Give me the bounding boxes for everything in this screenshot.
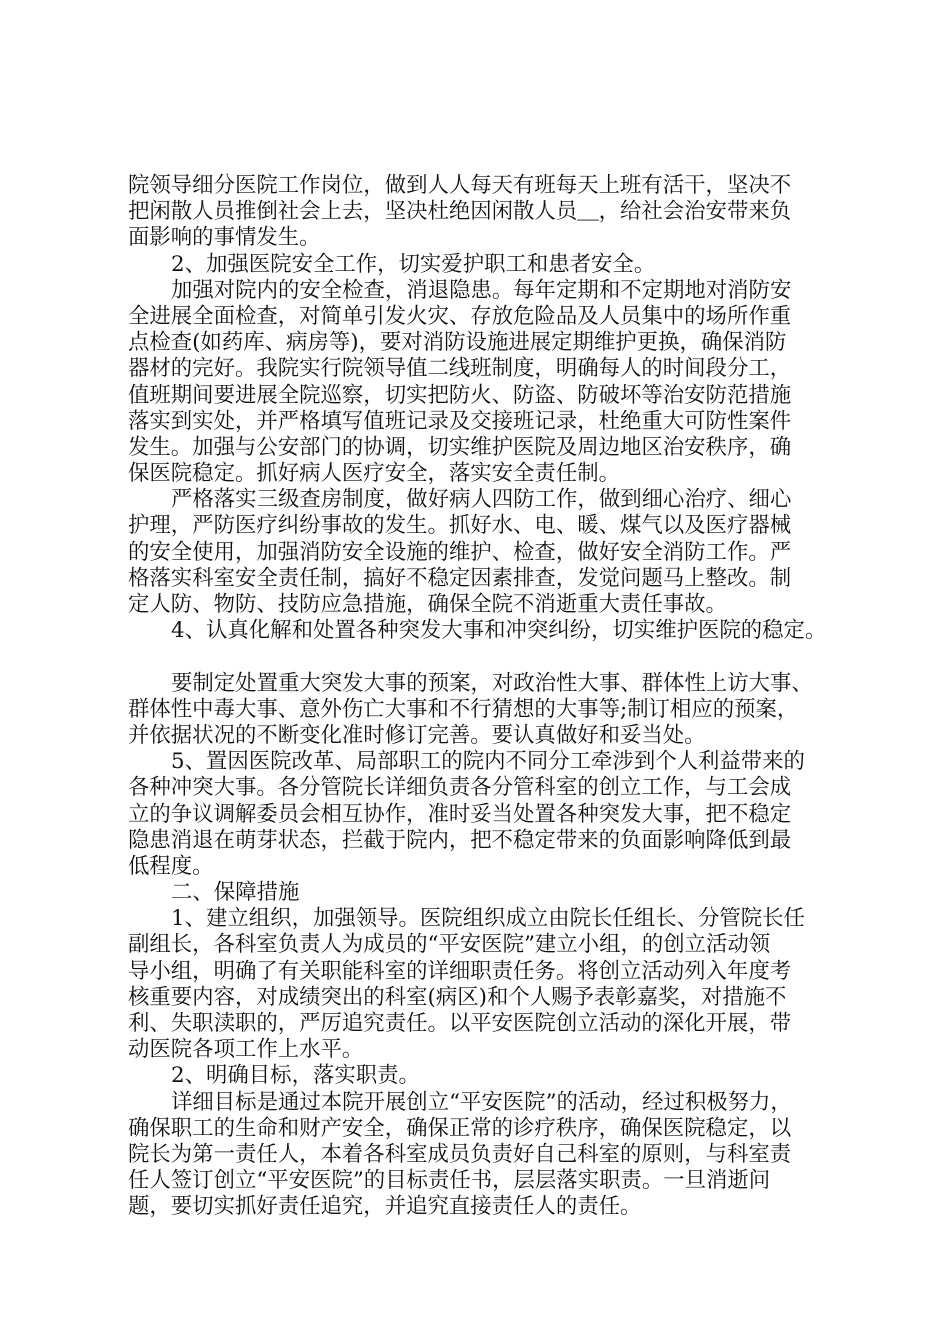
- text-line: 利、失职渎职的，严厉追究责任。以平安医院创立活动的深化开展，带: [128, 1011, 792, 1036]
- text-line: 2、加强医院安全工作，切实爱护职工和患者安全。: [171, 251, 656, 277]
- text-line: 严格落实三级查房制度，做好病人四防工作，做到细心治疗、细心: [171, 487, 792, 513]
- text-line: 详细目标是通过本院开展创立“平安医院”的活动，经过积极努力，: [171, 1089, 792, 1115]
- text-line: 导小组，明确了有关职能科室的详细职责任务。将创立活动列入年度考: [128, 958, 792, 984]
- text-line: 并依据状况的不断变化准时修订完善。要认真做好和妥当处。: [128, 722, 706, 748]
- text-line: 要制定处置重大突发大事的预案，对政治性大事、群体性上访大事、: [171, 670, 813, 696]
- text-line: 任人签订创立“平安医院”的目标责任书，层层落实职责。一旦消逝问: [128, 1168, 771, 1194]
- text-line: 全进展全面检查，对简单引发火灾、存放危险品及人员集中的场所作重: [128, 303, 792, 329]
- text-line: 保医院稳定。抓好病人医疗安全，落实安全责任制。: [128, 461, 620, 487]
- text-line: 2、明确目标，落实职责。: [171, 1063, 420, 1089]
- text-line: 发生。加强与公安部门的协调，切实维护医院及周边地区治安秩序，确: [128, 434, 792, 460]
- text-line: 群体性中毒大事、意外伤亡大事和不行猜想的大事等;制订相应的预案，: [128, 696, 799, 722]
- text-line: 各种冲突大事。各分管院长详细负责各分管科室的创立工作，与工会成: [128, 775, 792, 801]
- text-line: 的安全使用，加强消防安全设施的维护、检查，做好安全消防工作。严: [128, 539, 792, 565]
- text-line: 护理，严防医疗纠纷事故的发生。抓好水、电、暖、煤气以及医疗器械: [128, 513, 792, 539]
- blank-line: [128, 644, 848, 670]
- text-line: 院长为第一责任人，本着各科室成员负责好自己科室的原则，与科室责: [128, 1141, 792, 1167]
- text-line: 立的争议调解委员会相互协作，准时妥当处置各种突发大事，把不稳定: [128, 801, 792, 827]
- text-line: 副组长，各科室负责人为成员的“平安医院”建立小组，的创立活动领: [128, 932, 771, 958]
- text-line: 院领导细分医院工作岗位，做到人人每天有班每天上班有活干，坚决不: [128, 173, 792, 198]
- text-line: 格落实科室安全责任制，搞好不稳定因素排查，发觉问题马上整改。制: [128, 565, 792, 591]
- text-line: 题，要切实抓好责任追究，并追究直接责任人的责任。: [128, 1194, 642, 1220]
- text-line: 核重要内容，对成绩突出的科室(病区)和个人赐予表彰嘉奖，对措施不: [128, 984, 787, 1010]
- text-line: 4、认真化解和处置各种突发大事和冲突纠纷，切实维护医院的稳定。: [171, 618, 827, 644]
- text-line: 落实到实处，并严格填写值班记录及交接班记录，杜绝重大可防性案件: [128, 408, 792, 434]
- text-line: 值班期间要进展全院巡察，切实把防火、防盗、防破坏等治安防范措施: [128, 382, 792, 408]
- text-line: 5、置因医院改革、局部职工的院内不同分工牵涉到个人利益带来的: [171, 749, 805, 775]
- document-body: [128, 173, 848, 1221]
- text-line: 面影响的事情发生。: [128, 225, 321, 251]
- text-line: 动医院各项工作上水平。: [128, 1037, 364, 1063]
- text-line: 二、保障措施: [171, 880, 300, 906]
- text-line: 确保职工的生命和财产安全，确保正常的诊疗秩序，确保医院稳定，以: [128, 1115, 792, 1141]
- text-line: 把闲散人员推倒社会上去，坚决杜绝因闲散人员＿，给社会治安带来负: [128, 199, 792, 225]
- text-line: 定人防、物防、技防应急措施，确保全院不消逝重大责任事故。: [128, 592, 727, 617]
- text-line: 1、建立组织，加强领导。医院组织成立由院长任组长、分管院长任: [171, 906, 805, 932]
- text-line: 加强对院内的安全检查，消退隐患。每年定期和不定期地对消防安: [171, 277, 792, 303]
- text-line: 点检查(如药库、病房等)，要对消防设施进展定期维护更换，确保消防: [128, 330, 787, 356]
- text-line: 隐患消退在萌芽状态，拦截于院内，把不稳定带来的负面影响降低到最: [128, 827, 792, 853]
- text-line: 低程度。: [128, 853, 214, 879]
- text-line: 器材的完好。我院实行院领导值二线班制度，明确每人的时间段分工，: [128, 356, 792, 382]
